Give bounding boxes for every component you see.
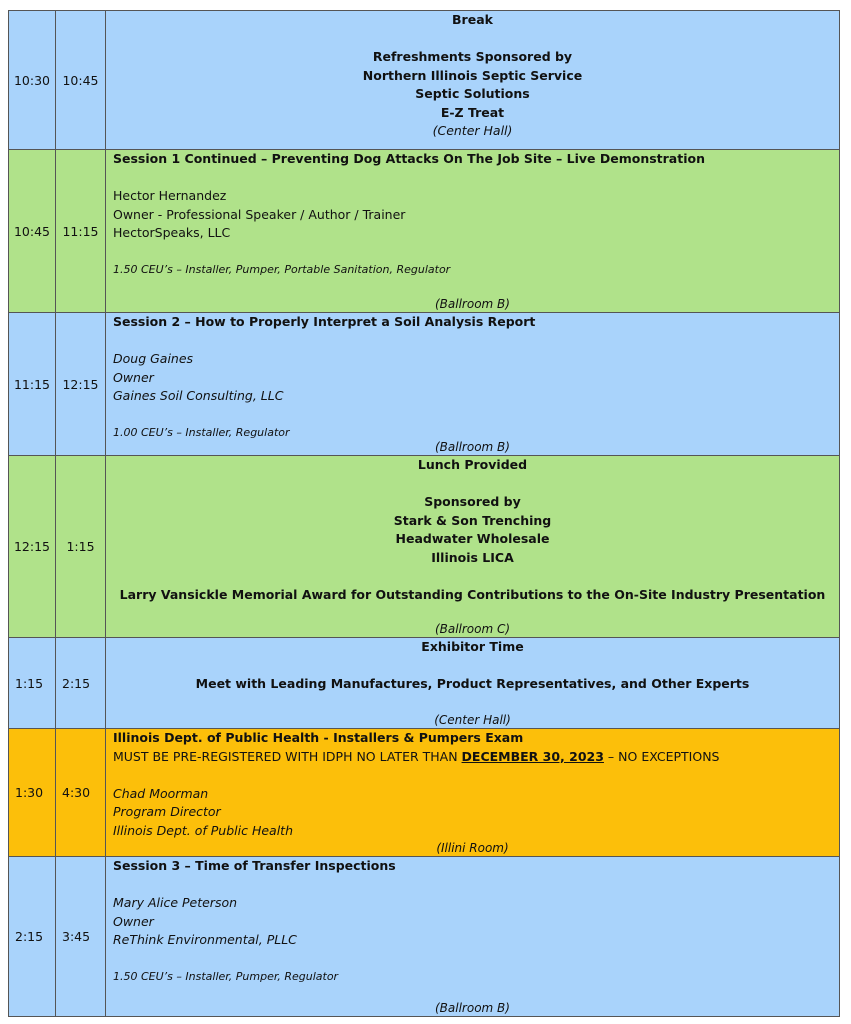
- end-time: 2:15: [56, 638, 106, 729]
- notice-prefix: MUST BE PRE-REGISTERED WITH IDPH NO LATER THAN: [113, 748, 462, 764]
- sponsor-name: Septic Solutions: [415, 86, 530, 101]
- start-time: 12:15: [9, 456, 56, 638]
- start-time: 1:15: [9, 638, 56, 729]
- start-time: 11:15: [9, 313, 56, 456]
- sponsor-name: Northern Illinois Septic Service: [362, 67, 583, 83]
- sponsor-name: Headwater Wholesale: [395, 531, 550, 546]
- session-cell: [106, 150, 840, 313]
- end-time: 1:15: [56, 456, 106, 638]
- session-title: Lunch Provided: [417, 457, 528, 472]
- speaker-name: Hector Hernandez: [113, 188, 227, 203]
- sponsor-name: Illinois LICA: [431, 549, 514, 565]
- schedule-row: [9, 638, 840, 729]
- session-location: (Ballroom B): [435, 1001, 510, 1015]
- sponsor-name: E-Z Treat: [440, 104, 505, 120]
- session-cell: [106, 729, 840, 857]
- speaker-role: Owner: [113, 369, 154, 385]
- speaker-organization: Illinois Dept. of Public Health: [113, 822, 293, 838]
- schedule-row: [9, 150, 840, 313]
- session-title: Break: [452, 12, 493, 27]
- sponsor-heading: Sponsored by: [424, 494, 521, 509]
- speaker-organization: HectorSpeaks, LLC: [113, 225, 231, 240]
- session-location: (Ballroom C): [434, 622, 511, 636]
- session-location: (Center Hall): [434, 713, 511, 727]
- notice-deadline: DECEMBER 30, 2023: [461, 748, 604, 764]
- award-title: Larry Vansickle Memorial Award for Outstanding Contributions to the On-Site Industry Presentation: [119, 586, 826, 602]
- session-title: Session 3 – Time of Transfer Inspections: [113, 858, 396, 873]
- session-location: (Illini Room): [436, 841, 509, 855]
- session-location: (Ballroom B): [435, 440, 510, 454]
- start-time: 10:30: [9, 11, 56, 150]
- end-time: 3:45: [56, 857, 106, 1017]
- speaker-role: Program Director: [113, 804, 221, 819]
- session-cell: [106, 456, 840, 638]
- session-location: (Center Hall): [432, 123, 513, 138]
- schedule-row: [9, 11, 840, 150]
- start-time: 1:30: [9, 729, 56, 857]
- session-cell: [106, 11, 840, 150]
- session-location: (Ballroom B): [435, 297, 510, 311]
- end-time: 11:15: [56, 150, 106, 313]
- session-title: Session 2 – How to Properly Interpret a Soil Analysis Report: [113, 314, 536, 329]
- start-time: 2:15: [9, 857, 56, 1017]
- session-cell: [106, 638, 840, 729]
- speaker-organization: ReThink Environmental, PLLC: [113, 932, 297, 947]
- schedule-table: [8, 10, 840, 1017]
- schedule-row: [9, 456, 840, 638]
- sponsor-name: Stark & Son Trenching: [393, 512, 552, 528]
- speaker-role: Owner: [113, 913, 154, 929]
- end-time: 4:30: [56, 729, 106, 857]
- ceu-credits: 1.50 CEU’s – Installer, Pumper, Regulator: [113, 970, 339, 983]
- speaker-name: Mary Alice Peterson: [113, 895, 238, 910]
- end-time: 12:15: [56, 313, 106, 456]
- session-subtitle: Meet with Leading Manufactures, Product Representatives, and Other Experts: [195, 676, 750, 691]
- speaker-organization: Gaines Soil Consulting, LLC: [113, 388, 284, 403]
- speaker-name: Chad Moorman: [113, 785, 209, 801]
- speaker-name: Doug Gaines: [113, 351, 194, 366]
- registration-notice: [106, 748, 839, 767]
- session-title: Session 1 Continued – Preventing Dog Attacks On The Job Site – Live Demonstration: [113, 151, 705, 166]
- schedule-row: [9, 313, 840, 456]
- ceu-credits: 1.50 CEU’s – Installer, Pumper, Portable Sanitation, Regulator: [113, 263, 451, 276]
- schedule-row: [9, 729, 840, 857]
- session-cell: [106, 857, 840, 1017]
- speaker-role: Owner - Professional Speaker / Author / Trainer: [113, 206, 406, 222]
- session-title: Illinois Dept. of Public Health - Installers & Pumpers Exam: [113, 730, 524, 745]
- schedule-row: [9, 857, 840, 1017]
- sponsor-heading: Refreshments Sponsored by: [372, 49, 573, 64]
- session-title: Exhibitor Time: [421, 639, 524, 654]
- start-time: 10:45: [9, 150, 56, 313]
- ceu-credits: 1.00 CEU’s – Installer, Regulator: [113, 426, 290, 439]
- session-cell: [106, 313, 840, 456]
- notice-suffix: – NO EXCEPTIONS: [603, 748, 720, 764]
- end-time: 10:45: [56, 11, 106, 150]
